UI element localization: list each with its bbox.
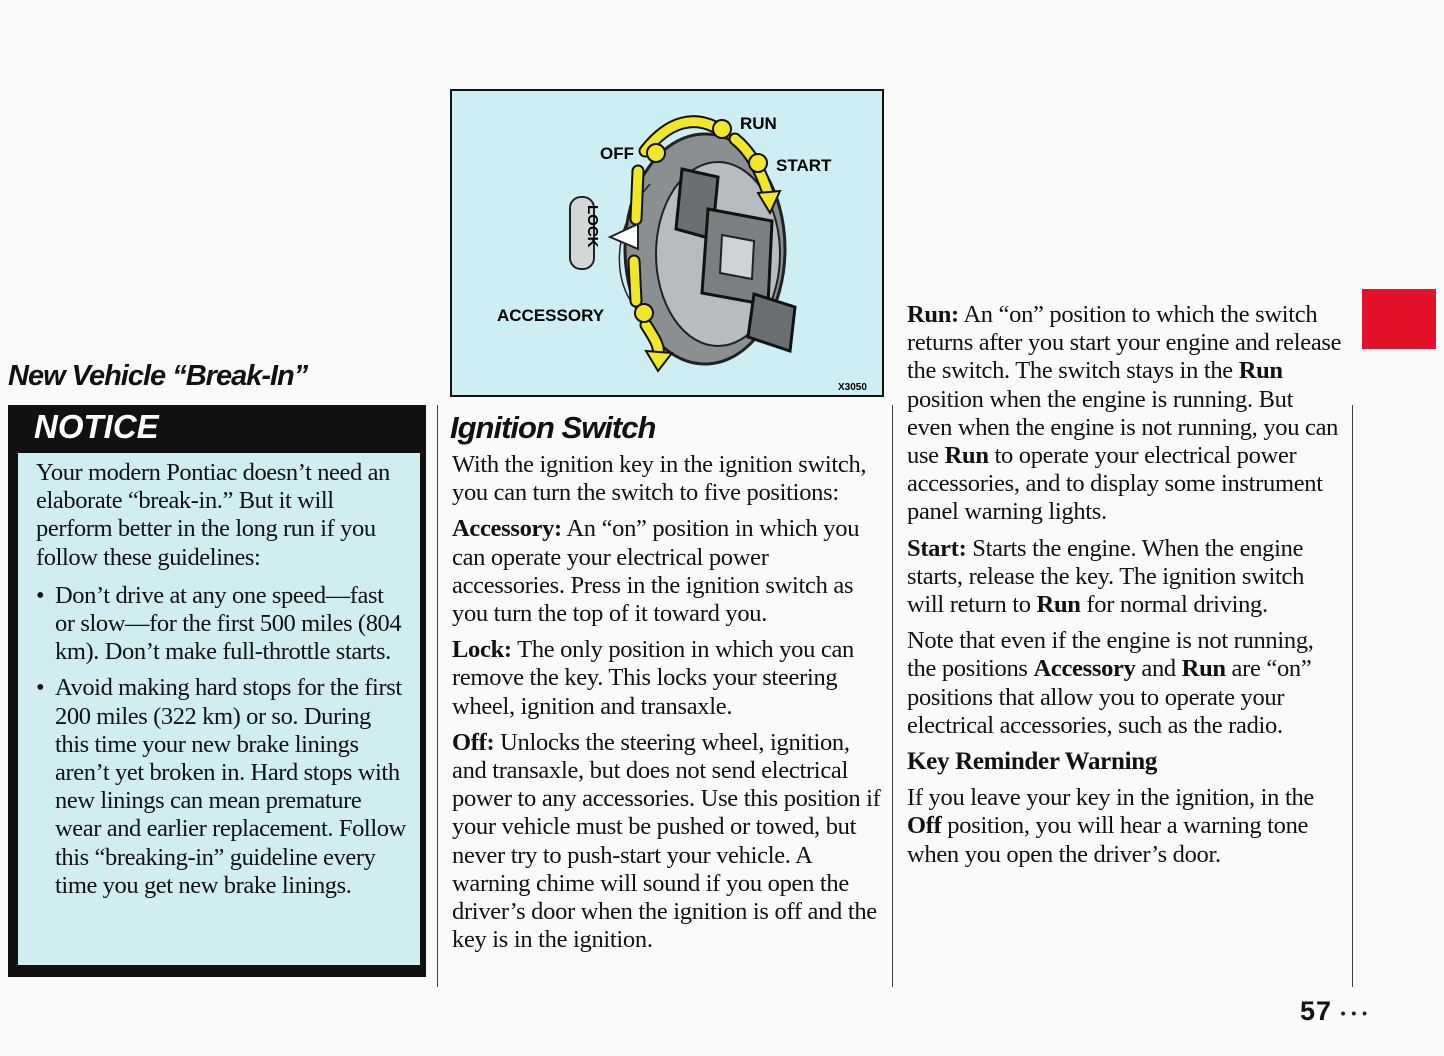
arrow-lock-accessory (634, 261, 636, 301)
text: If you leave your key in the ignition, in the (907, 784, 1314, 812)
notice-bullet-text: Avoid making hard stops for the first 200 miles (322 km) or so. During this time your new brake linings aren’t yet broken in. Hard stops with new linings can mean premature wear and earlier replacement. Follow this “breaking-in” guideline every time you get new brake linings. (55, 674, 406, 899)
ignition-switch-text (452, 451, 884, 962)
notice-bullet-item (36, 582, 406, 667)
position-accessory (452, 515, 884, 628)
ignition-switch-title: Ignition Switch (450, 410, 656, 445)
arrow-off-lock (636, 171, 638, 219)
key-reminder-heading: Key Reminder Warning (907, 748, 1158, 776)
section-tab-marker (1362, 289, 1436, 349)
position-off (452, 729, 884, 955)
column-divider (892, 405, 893, 987)
label-start: START (776, 156, 832, 175)
text: and (1135, 655, 1182, 683)
text: An “on” position to which the switch returns after you start your engine and release the switch. The switch stays in the (907, 301, 1342, 385)
page-dots: • • • (1340, 1004, 1369, 1021)
term: Run: (907, 301, 959, 328)
text: for normal driving. (1080, 591, 1268, 619)
emphasis: Run (1238, 357, 1283, 385)
term: Accessory: (452, 515, 562, 543)
ignition-switch-diagram (450, 89, 884, 397)
notice-intro: Your modern Pontiac doesn’t need an elaborate “break-in.” But it will perform better in the long run if you follow these guidelines: (36, 459, 390, 571)
section-title: New Vehicle “Break-In” (8, 360, 308, 392)
text: position, you will hear a warning tone when you open the driver’s door. (907, 812, 1309, 868)
position-start (907, 535, 1343, 620)
column-divider (1352, 405, 1353, 987)
page-number-value: 57 (1300, 996, 1333, 1026)
run-position-marker (713, 120, 731, 138)
emphasis: Run (1181, 655, 1226, 683)
text: Note that even if the engine is not running, the positions (907, 627, 1314, 683)
definition: The only position in which you can remove the key. This locks your steering wheel, ignition and transaxle. (452, 636, 854, 720)
text: Starts the engine. When the engine starts, release the key. The ignition switch will return to (907, 534, 1305, 619)
label-run: RUN (740, 114, 777, 133)
term: Start: (907, 534, 967, 562)
notice-header: NOTICE (34, 408, 159, 445)
notice-bullet-text: Don’t drive at any one speed—fast or slow—for the first 500 miles (804 km). Don’t make full-throttle starts. (55, 581, 402, 666)
key-reminder-text (907, 784, 1343, 869)
text: are “on” positions that allow you to operate your electrical accessories, such as the radio. (907, 655, 1312, 739)
label-accessory: ACCESSORY (497, 306, 605, 325)
term: Off: (452, 728, 495, 756)
notice-bullet-item (36, 674, 406, 900)
ignition-intro: With the ignition key in the ignition switch, you can turn the switch to five positions: (452, 451, 867, 507)
label-lock: LOCK (584, 205, 601, 248)
page-number (1300, 996, 1368, 1027)
figure-code: X3050 (838, 382, 867, 393)
position-lock (452, 636, 884, 721)
definition: Unlocks the steering wheel, ignition, and transaxle, but does not send electrical power to any accessories. Use this position if your vehicle must be pushed or towed, but never try to push-start your vehicle. A warning chime will sound if you open the driver’s door when the ignition is off and the key is in the ignition. (452, 728, 881, 954)
emphasis: Run (1036, 591, 1081, 619)
notice-text (36, 459, 406, 908)
text: position when the engine is running. But even when the engine is not running, you can use (907, 385, 1339, 470)
right-column-text (907, 301, 1343, 877)
bullet-icon: • (36, 674, 45, 702)
position-run (907, 301, 1343, 527)
bullet-icon: • (36, 581, 45, 609)
label-off: OFF (600, 144, 634, 163)
start-position-marker (749, 154, 767, 172)
emphasis: Off (907, 812, 942, 840)
off-position-marker (647, 144, 665, 162)
emphasis: Accessory (1033, 655, 1136, 683)
notice-list (36, 582, 406, 900)
term: Lock: (452, 636, 512, 664)
positions-note (907, 627, 1343, 740)
definition: An “on” position in which you can operate your electrical power accessories. Press in the ignition switch as you turn the top of it toward you. (452, 515, 860, 628)
accessory-position-marker (635, 304, 653, 322)
key-insert (720, 235, 754, 279)
emphasis: Run (944, 442, 989, 470)
column-divider (437, 405, 438, 987)
text: to operate your electrical power accessories, and to display some instrument panel warning lights. (907, 442, 1323, 526)
